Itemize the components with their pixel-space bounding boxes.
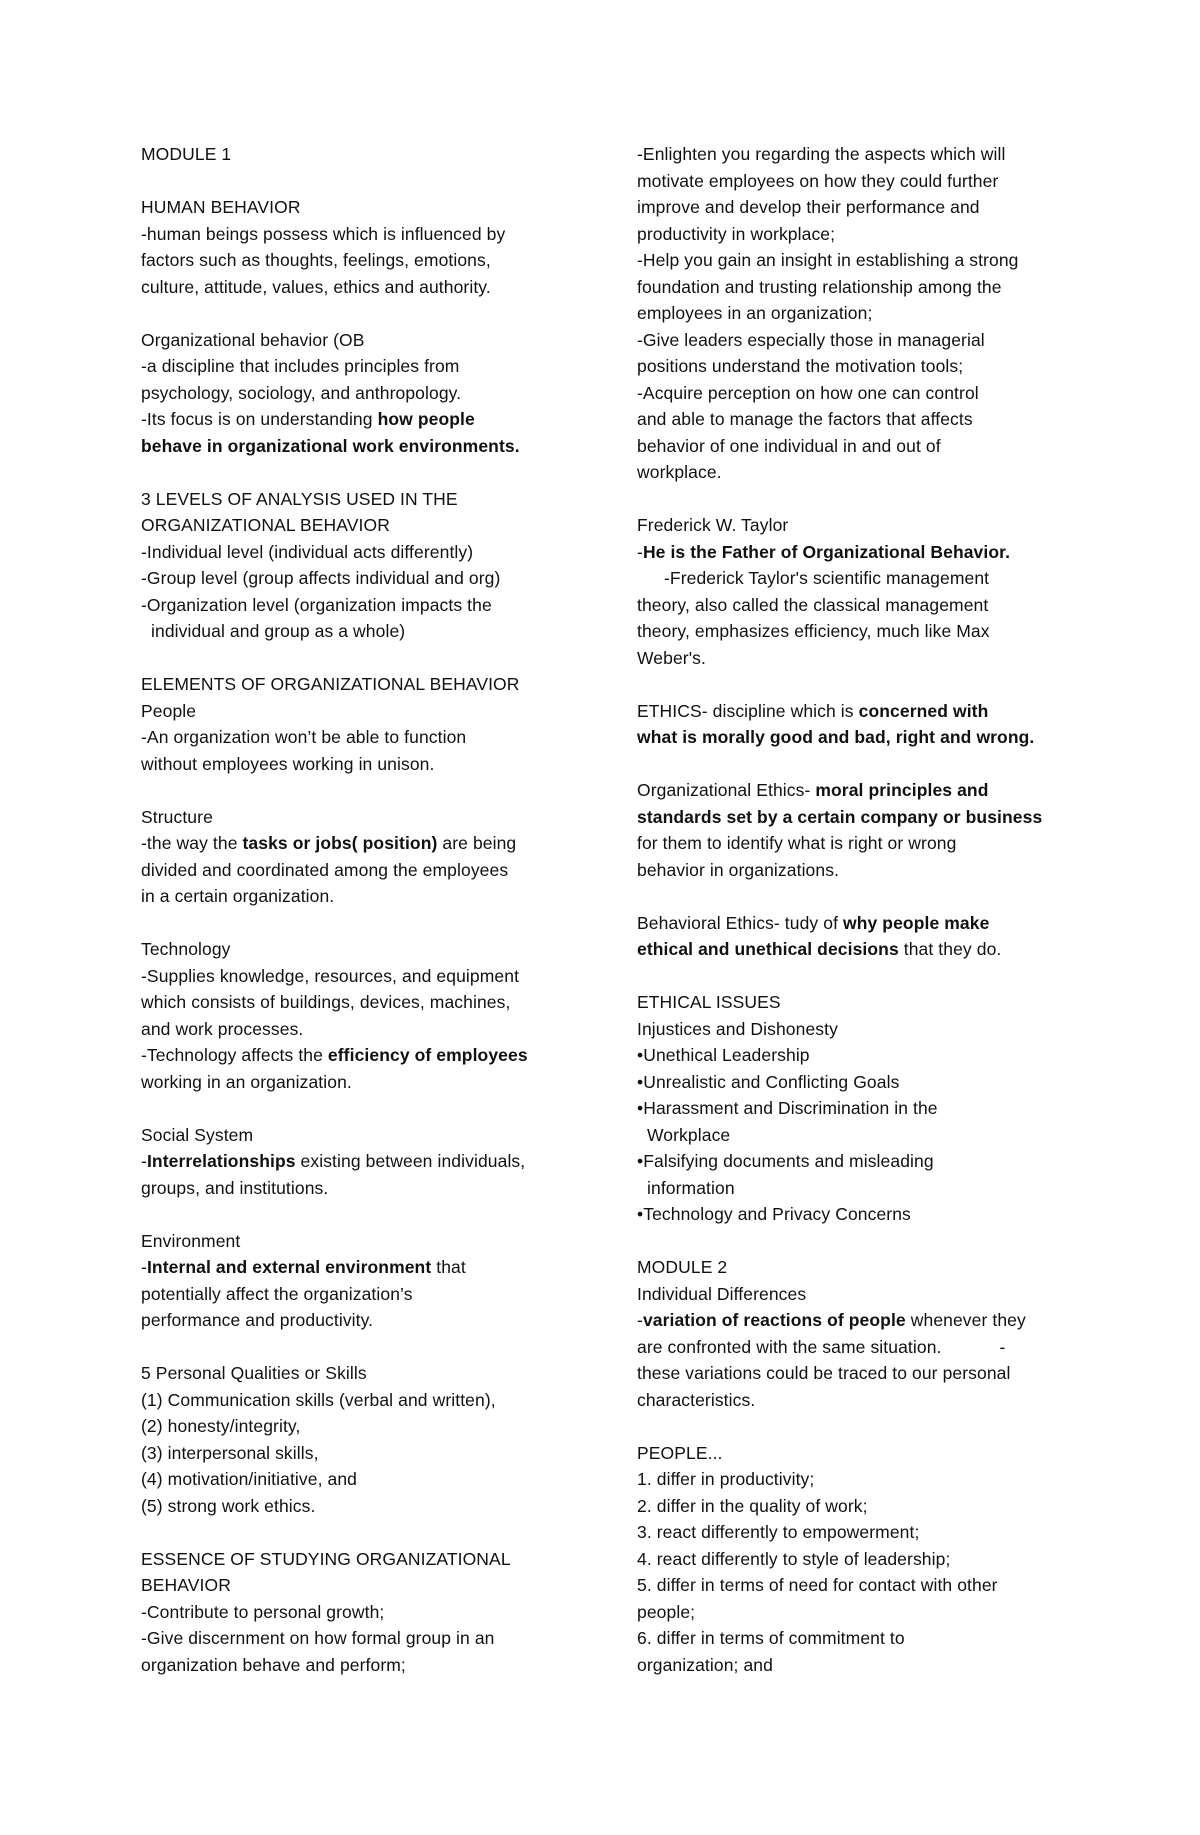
text-line: employees in an organization; bbox=[637, 303, 873, 323]
text-line: potentially affect the organization’s bbox=[141, 1283, 413, 1304]
text-line: culture, attitude, values, ethics and authority. bbox=[141, 276, 491, 297]
text-line: -Contribute to personal growth; bbox=[141, 1601, 385, 1622]
bold-text: Interrelationships bbox=[146, 1151, 296, 1171]
text-span: -the way the bbox=[141, 833, 243, 853]
text-line: Weber's. bbox=[637, 647, 706, 668]
text-line bbox=[141, 1148, 581, 1175]
text-line: -a discipline that includes principles from bbox=[141, 356, 460, 376]
list-item: 3. react differently to empowerment; bbox=[637, 1522, 920, 1542]
text-line: -Acquire perception on how one can control bbox=[637, 382, 979, 403]
bold-text: concerned with bbox=[858, 700, 989, 721]
text-span: - bbox=[141, 1257, 147, 1277]
text-line: theory, emphasizes efficiency, much like Max bbox=[637, 621, 990, 641]
section-heading: 5 Personal Qualities or Skills bbox=[141, 1363, 367, 1383]
list-item: 5. differ in terms of need for contact with other bbox=[637, 1575, 998, 1595]
bold-text: what is morally good and bad, right and wrong. bbox=[637, 727, 1035, 747]
list-item: (5) strong work ethics. bbox=[141, 1495, 316, 1516]
text-line bbox=[637, 539, 1077, 566]
text-line: -Give leaders especially those in managerial bbox=[637, 329, 985, 350]
list-item: 1. differ in productivity; bbox=[637, 1469, 815, 1489]
text-line: psychology, sociology, and anthropology. bbox=[141, 382, 462, 403]
text-line bbox=[141, 1254, 581, 1281]
bold-text: ethical and unethical decisions bbox=[637, 939, 899, 959]
bullet-item: •Unethical Leadership bbox=[637, 1045, 810, 1065]
bold-text: tasks or jobs( position) bbox=[242, 833, 438, 853]
text-span: that they do. bbox=[898, 939, 1002, 959]
text-line: behavior of one individual in and out of bbox=[637, 435, 941, 456]
list-item: (1) Communication skills (verbal and written), bbox=[141, 1389, 496, 1410]
bold-text: Internal and external environment bbox=[146, 1257, 432, 1277]
text-line bbox=[637, 804, 1077, 831]
text-line: -An organization won’t be able to function bbox=[141, 727, 467, 747]
text-span: are confronted with the same situation. bbox=[637, 1336, 942, 1357]
text-line bbox=[141, 830, 581, 857]
text-span: - bbox=[999, 1336, 1006, 1357]
text-line bbox=[141, 1042, 581, 1069]
text-span: - bbox=[141, 1151, 147, 1171]
text-line bbox=[637, 910, 1077, 937]
text-line bbox=[637, 1307, 1077, 1334]
text-line: -Organization level (organization impacts the bbox=[141, 594, 492, 615]
section-heading: Organizational behavior (OB bbox=[141, 329, 365, 350]
text-line bbox=[141, 406, 581, 433]
text-line: divided and coordinated among the employees bbox=[141, 859, 509, 880]
text-span: - bbox=[637, 1310, 643, 1330]
text-span: Organizational Ethics- bbox=[637, 780, 816, 800]
bullet-item: •Falsifying documents and misleading bbox=[637, 1151, 934, 1171]
text-line: behavior in organizations. bbox=[637, 859, 840, 880]
text-line: and work processes. bbox=[141, 1018, 304, 1039]
bold-text: why people make bbox=[843, 912, 990, 933]
text-line: individual and group as a whole) bbox=[151, 621, 406, 641]
list-item-continued: people; bbox=[637, 1601, 696, 1622]
section-heading: BEHAVIOR bbox=[141, 1575, 231, 1595]
text-line: for them to identify what is right or wrong bbox=[637, 833, 957, 853]
subheading: Environment bbox=[141, 1230, 241, 1251]
text-line: performance and productivity. bbox=[141, 1310, 374, 1330]
text-span: Behavioral Ethics- tudy of bbox=[637, 912, 843, 933]
text-span: ETHICS- discipline which is bbox=[637, 700, 859, 721]
list-item: (2) honesty/integrity, bbox=[141, 1416, 301, 1436]
text-line: characteristics. bbox=[637, 1389, 756, 1410]
list-item: 2. differ in the quality of work; bbox=[637, 1495, 868, 1516]
text-line: and able to manage the factors that affects bbox=[637, 409, 973, 429]
text-line: -Enlighten you regarding the aspects which will bbox=[637, 144, 1006, 164]
subheading: Individual Differences bbox=[637, 1283, 807, 1304]
bold-text: how people bbox=[377, 409, 475, 429]
text-span: -Technology affects the bbox=[141, 1045, 328, 1065]
bullet-item: •Technology and Privacy Concerns bbox=[637, 1204, 911, 1224]
text-line: -Group level (group affects individual and org) bbox=[141, 568, 501, 588]
text-line: these variations could be traced to our personal bbox=[637, 1363, 1011, 1383]
text-line bbox=[637, 777, 1077, 804]
text-line: -Individual level (individual acts differently) bbox=[141, 541, 474, 562]
text-line: foundation and trusting relationship among the bbox=[637, 276, 1002, 297]
text-line: -Supplies knowledge, resources, and equipment bbox=[141, 965, 520, 986]
text-span: existing between individuals, bbox=[295, 1151, 526, 1171]
text-span: -Its focus is on understanding bbox=[141, 409, 378, 429]
bold-text: efficiency of employees bbox=[327, 1045, 528, 1065]
text-span: are being bbox=[437, 833, 517, 853]
section-heading: ETHICAL ISSUES bbox=[637, 992, 781, 1012]
section-heading: ESSENCE OF STUDYING ORGANIZATIONAL bbox=[141, 1548, 511, 1569]
subheading: Frederick W. Taylor bbox=[637, 515, 789, 535]
section-heading: ELEMENTS OF ORGANIZATIONAL BEHAVIOR bbox=[141, 674, 520, 694]
subheading: Injustices and Dishonesty bbox=[637, 1018, 838, 1039]
left-column bbox=[141, 141, 581, 1678]
list-item-continued: organization; and bbox=[637, 1654, 773, 1675]
bold-text: He is the Father of Organizational Behavior. bbox=[642, 541, 1011, 562]
text-line: factors such as thoughts, feelings, emotions, bbox=[141, 250, 491, 270]
text-line bbox=[637, 936, 1077, 963]
text-line: workplace. bbox=[637, 462, 722, 482]
text-line bbox=[637, 1334, 1077, 1361]
text-line: -Frederick Taylor's scientific management bbox=[664, 568, 990, 588]
module-heading: MODULE 2 bbox=[637, 1257, 728, 1277]
text-line: in a certain organization. bbox=[141, 886, 335, 906]
text-line: theory, also called the classical management bbox=[637, 594, 989, 615]
text-line: groups, and institutions. bbox=[141, 1177, 329, 1198]
module-heading: MODULE 1 bbox=[141, 144, 232, 164]
section-heading: 3 LEVELS OF ANALYSIS USED IN THE bbox=[141, 488, 458, 509]
subheading: Technology bbox=[141, 939, 231, 959]
text-line: motivate employees on how they could further bbox=[637, 170, 999, 191]
text-line: which consists of buildings, devices, machines, bbox=[141, 992, 511, 1012]
bullet-item: •Harassment and Discrimination in the bbox=[637, 1098, 938, 1118]
text-span: that bbox=[431, 1257, 466, 1277]
text-span: - bbox=[637, 541, 643, 562]
list-item: 4. react differently to style of leadership; bbox=[637, 1548, 951, 1569]
text-span: whenever they bbox=[905, 1310, 1026, 1330]
bullet-item-continued: Workplace bbox=[647, 1124, 731, 1145]
bold-text: variation of reactions of people bbox=[642, 1310, 906, 1330]
bold-text: behave in organizational work environments. bbox=[141, 435, 520, 456]
text-line: without employees working in unison. bbox=[141, 753, 435, 774]
bold-text: moral principles and bbox=[815, 780, 989, 800]
text-line bbox=[141, 433, 581, 460]
bullet-item: •Unrealistic and Conflicting Goals bbox=[637, 1071, 900, 1092]
subheading: People bbox=[141, 700, 197, 721]
text-line: -Help you gain an insight in establishing a strong bbox=[637, 250, 1019, 270]
text-line bbox=[637, 698, 1077, 725]
bold-text: standards set by a certain company or business bbox=[637, 806, 1043, 827]
list-item: (3) interpersonal skills, bbox=[141, 1442, 319, 1463]
section-heading: ORGANIZATIONAL BEHAVIOR bbox=[141, 515, 390, 535]
subheading: PEOPLE... bbox=[637, 1442, 723, 1463]
list-item: (4) motivation/initiative, and bbox=[141, 1469, 358, 1489]
text-line: -human beings possess which is influenced by bbox=[141, 223, 506, 244]
text-line: -Give discernment on how formal group in an bbox=[141, 1628, 495, 1648]
list-item: 6. differ in terms of commitment to bbox=[637, 1628, 905, 1648]
bullet-item-continued: information bbox=[647, 1177, 735, 1198]
text-line bbox=[637, 724, 1077, 751]
right-column bbox=[637, 141, 1077, 1678]
text-line: working in an organization. bbox=[141, 1071, 352, 1092]
text-line: productivity in workplace; bbox=[637, 223, 836, 244]
text-line: positions understand the motivation tools; bbox=[637, 356, 964, 376]
text-line: organization behave and perform; bbox=[141, 1654, 406, 1675]
section-heading: HUMAN BEHAVIOR bbox=[141, 197, 301, 217]
subheading: Social System bbox=[141, 1124, 254, 1145]
subheading: Structure bbox=[141, 806, 213, 827]
text-line: improve and develop their performance and bbox=[637, 197, 980, 217]
